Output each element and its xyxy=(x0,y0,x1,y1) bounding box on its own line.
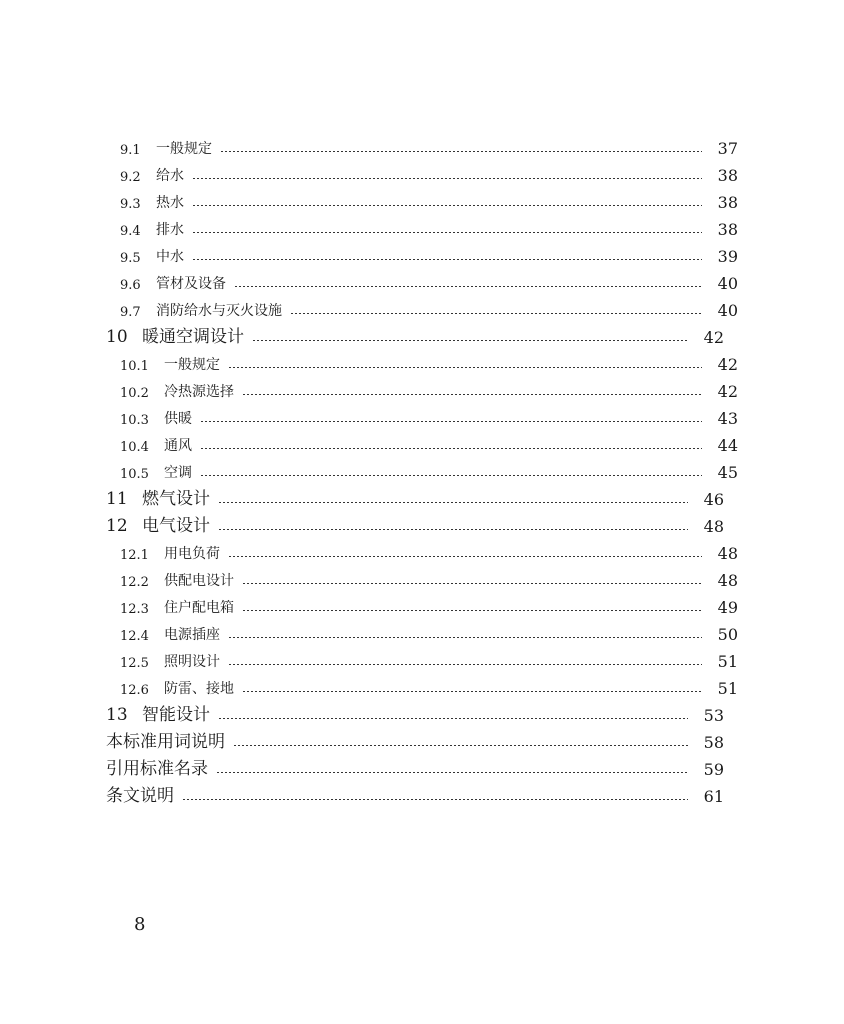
toc-entry[interactable] xyxy=(0,779,830,806)
toc-entry-number: 11 xyxy=(106,489,128,509)
toc-entry-page: 51 xyxy=(717,652,738,671)
toc-entry-title: 供配电设计 xyxy=(164,573,234,589)
toc-entry[interactable] xyxy=(0,698,830,725)
dot-leader xyxy=(242,583,702,584)
toc-entry[interactable] xyxy=(0,617,844,644)
toc-entry-page: 50 xyxy=(717,625,738,644)
toc-entry-page: 38 xyxy=(717,220,738,239)
toc-entry[interactable] xyxy=(0,536,844,563)
toc-entry[interactable] xyxy=(0,428,844,455)
toc-entry[interactable] xyxy=(0,590,844,617)
dot-leader xyxy=(242,610,702,611)
toc-entry[interactable] xyxy=(0,131,844,158)
toc-entry-page: 61 xyxy=(703,787,724,806)
dot-leader xyxy=(242,691,702,692)
toc-entry-number: 10.1 xyxy=(120,359,149,374)
dot-leader xyxy=(228,664,702,665)
dot-leader xyxy=(200,421,702,422)
dot-leader xyxy=(192,259,702,260)
toc-entry-title: 空调 xyxy=(164,465,192,481)
toc-entry-page: 45 xyxy=(717,463,738,482)
toc-entry[interactable] xyxy=(0,158,844,185)
toc-entry-page: 37 xyxy=(717,139,738,158)
dot-leader xyxy=(234,286,702,287)
toc-entry[interactable] xyxy=(0,509,830,536)
toc-entry-title: 用电负荷 xyxy=(164,546,220,562)
dot-leader xyxy=(233,745,688,746)
toc-entry[interactable] xyxy=(0,374,844,401)
toc-entry-number: 9.4 xyxy=(120,224,141,239)
toc-entry-number: 13 xyxy=(106,705,128,725)
toc-entry-number: 10 xyxy=(106,327,128,347)
toc-entry-number: 12 xyxy=(106,516,128,536)
toc-entry-title: 燃气设计 xyxy=(142,489,210,509)
toc-entry-title: 中水 xyxy=(156,249,184,265)
toc-entry-title: 本标准用词说明 xyxy=(106,732,225,752)
toc-entry-number: 10.3 xyxy=(120,413,149,428)
toc-entry[interactable] xyxy=(0,482,830,509)
dot-leader xyxy=(252,340,688,341)
toc-entry-number: 9.5 xyxy=(120,251,141,266)
dot-leader xyxy=(228,367,702,368)
toc-entry-number: 12.4 xyxy=(120,629,149,644)
dot-leader xyxy=(242,394,702,395)
toc-entry[interactable] xyxy=(0,455,844,482)
toc-entry-page: 46 xyxy=(703,490,724,509)
toc-entry-page: 38 xyxy=(717,166,738,185)
toc-entry-number: 10.5 xyxy=(120,467,149,482)
dot-leader xyxy=(192,205,702,206)
toc-entry-number: 12.1 xyxy=(120,548,149,563)
toc-entry[interactable] xyxy=(0,725,830,752)
toc-entry-number: 12.2 xyxy=(120,575,149,590)
dot-leader xyxy=(218,718,688,719)
toc-entry-page: 48 xyxy=(717,544,738,563)
toc-entry[interactable] xyxy=(0,239,844,266)
toc-entry-title: 防雷、接地 xyxy=(164,681,234,697)
toc-entry-page: 58 xyxy=(703,733,724,752)
toc-entry-title: 通风 xyxy=(164,438,192,454)
toc-entry-page: 51 xyxy=(717,679,738,698)
dot-leader xyxy=(182,799,688,800)
toc-entry-title: 照明设计 xyxy=(164,654,220,670)
toc-entry-title: 排水 xyxy=(156,222,184,238)
toc-entry-page: 38 xyxy=(717,193,738,212)
toc-entry[interactable] xyxy=(0,212,844,239)
dot-leader xyxy=(216,772,688,773)
toc-entry-number: 12.6 xyxy=(120,683,149,698)
toc-entry-number: 9.6 xyxy=(120,278,141,293)
toc-entry-page: 42 xyxy=(717,355,738,374)
dot-leader xyxy=(228,637,702,638)
toc-entry-page: 53 xyxy=(703,706,724,725)
toc-entry-page: 49 xyxy=(717,598,738,617)
toc-entry-title: 供暖 xyxy=(164,411,192,427)
toc-entry-number: 12.5 xyxy=(120,656,149,671)
toc-entry-page: 40 xyxy=(717,301,738,320)
dot-leader xyxy=(290,313,702,314)
toc-entry-title: 住户配电箱 xyxy=(164,600,234,616)
page-number: 8 xyxy=(134,914,146,935)
toc-entry-title: 电源插座 xyxy=(164,627,220,643)
toc-entry-page: 59 xyxy=(703,760,724,779)
toc-entry-page: 42 xyxy=(703,328,724,347)
toc-entry[interactable] xyxy=(0,671,844,698)
toc-entry[interactable] xyxy=(0,347,844,374)
toc-entry-page: 42 xyxy=(717,382,738,401)
dot-leader xyxy=(218,502,688,503)
toc-entry[interactable] xyxy=(0,401,844,428)
toc-entry[interactable] xyxy=(0,320,830,347)
toc-entry-title: 一般规定 xyxy=(164,357,220,373)
toc-entry-page: 39 xyxy=(717,247,738,266)
toc-entry-title: 条文说明 xyxy=(106,786,174,806)
toc-entry-number: 10.4 xyxy=(120,440,149,455)
toc-entry-title: 电气设计 xyxy=(142,516,210,536)
toc-entry-page: 43 xyxy=(717,409,738,428)
toc-entry[interactable] xyxy=(0,293,844,320)
dot-leader xyxy=(200,475,702,476)
toc-entry-number: 12.3 xyxy=(120,602,149,617)
dot-leader xyxy=(192,178,702,179)
toc-entry-page: 48 xyxy=(703,517,724,536)
toc-entry-number: 10.2 xyxy=(120,386,149,401)
toc-entry[interactable] xyxy=(0,266,844,293)
toc-entry-title: 智能设计 xyxy=(142,705,210,725)
toc-entry-title: 冷热源选择 xyxy=(164,384,234,400)
toc-entry-title: 热水 xyxy=(156,195,184,211)
toc-entry[interactable] xyxy=(0,563,844,590)
toc-entry[interactable] xyxy=(0,644,844,671)
toc-entry-title: 暖通空调设计 xyxy=(142,327,244,347)
toc-entry-page: 48 xyxy=(717,571,738,590)
dot-leader xyxy=(192,232,702,233)
dot-leader xyxy=(218,529,688,530)
toc-entry-number: 9.7 xyxy=(120,305,141,320)
toc-entry-title: 消防给水与灭火设施 xyxy=(156,303,282,319)
toc-entry-title: 一般规定 xyxy=(156,141,212,157)
dot-leader xyxy=(220,151,702,152)
toc-entry-number: 9.3 xyxy=(120,197,141,212)
toc-entry[interactable] xyxy=(0,185,844,212)
toc-entry-title: 给水 xyxy=(156,168,184,184)
toc-entry-number: 9.1 xyxy=(120,143,141,158)
dot-leader xyxy=(200,448,702,449)
toc-entry-page: 44 xyxy=(717,436,738,455)
toc-entry-number: 9.2 xyxy=(120,170,141,185)
toc-entry[interactable] xyxy=(0,752,830,779)
toc-entry-title: 引用标准名录 xyxy=(106,759,208,779)
toc-entry-title: 管材及设备 xyxy=(156,276,226,292)
dot-leader xyxy=(228,556,702,557)
toc-entry-page: 40 xyxy=(717,274,738,293)
